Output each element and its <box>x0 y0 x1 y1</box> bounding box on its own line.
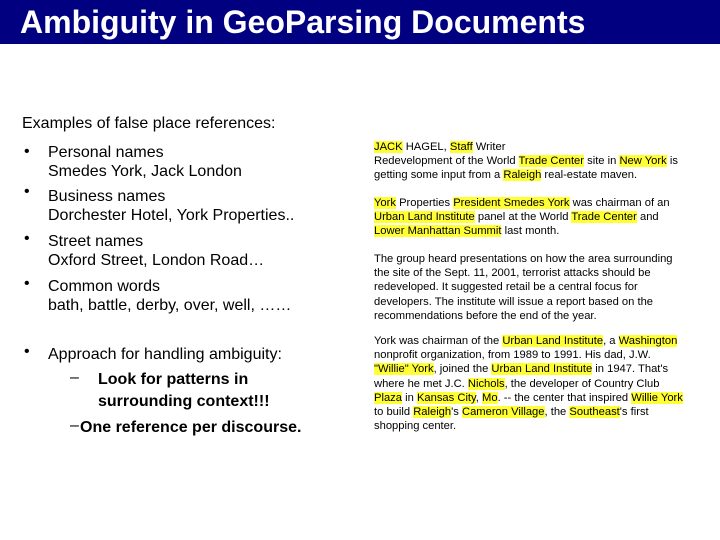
article-text: , the developer of Country Club <box>504 377 660 390</box>
article-line <box>374 252 673 266</box>
article-line <box>374 224 670 238</box>
article-line <box>374 362 683 376</box>
bullet-icon: • <box>24 230 30 247</box>
article-text: , a <box>603 335 619 347</box>
highlighted-place-reference: Southeast <box>569 406 620 419</box>
article-line <box>374 377 683 391</box>
highlighted-place-reference: Raleigh <box>413 406 452 419</box>
highlighted-place-reference: Washington <box>618 335 678 347</box>
bullet-icon: • <box>24 275 30 292</box>
highlighted-place-reference: Mo <box>482 391 498 404</box>
article-text: panel at the World <box>474 211 572 224</box>
article-line <box>374 196 670 210</box>
intro-text: Examples of false place references: <box>22 115 276 132</box>
highlighted-place-reference: Willie York <box>631 391 683 404</box>
highlighted-place-reference: Lower Manhattan Summit <box>374 225 502 238</box>
highlighted-place-reference: Urban Land Institute <box>374 211 475 224</box>
article-line <box>374 140 678 154</box>
article-line <box>374 391 683 405</box>
article-text: shopping center. <box>374 420 457 433</box>
highlighted-place-reference: Cameron Village <box>461 406 545 419</box>
slide-title: Ambiguity in GeoParsing Documents <box>20 4 586 40</box>
article-paragraph-2 <box>374 196 670 239</box>
article-text: getting some input from a <box>374 169 504 182</box>
bullet-examples-common: bath, battle, derby, over, well, …… <box>48 297 292 314</box>
article-text: 's <box>451 406 462 419</box>
article-line <box>374 348 683 362</box>
article-line <box>374 168 678 182</box>
article-text: Redevelopment of the World <box>374 155 519 168</box>
article-line <box>374 309 673 323</box>
article-line <box>374 405 683 419</box>
article-line <box>374 266 673 280</box>
article-paragraph-1 <box>374 140 678 183</box>
article-text: to build <box>374 406 414 419</box>
highlighted-place-reference: Trade Center <box>571 211 637 224</box>
bullet-examples-personal: Smedes York, Jack London <box>48 163 242 180</box>
approach-item-1-line1: Look for patterns in <box>98 371 249 388</box>
article-text: HAGEL, <box>402 141 450 153</box>
article-paragraph-3 <box>374 252 673 323</box>
article-text: last month. <box>501 225 560 238</box>
bullet-icon: • <box>24 183 30 200</box>
article-text: York was chairman of the <box>374 335 503 347</box>
bullet-examples-street: Oxford Street, London Road… <box>48 252 265 269</box>
bullet-label-business: Business names <box>48 188 166 205</box>
title-bar <box>0 0 720 44</box>
article-text: recommendations before the end of the year. <box>374 309 597 322</box>
bullet-label-common: Common words <box>48 278 161 295</box>
article-text: and <box>636 211 659 224</box>
article-text: where he met J.C. <box>374 377 468 390</box>
highlighted-place-reference: JACK <box>374 141 403 153</box>
highlighted-place-reference: Staff <box>449 141 473 153</box>
article-line <box>374 154 678 168</box>
highlighted-place-reference: York <box>374 197 396 209</box>
highlighted-place-reference: Urban Land Institute <box>491 363 593 376</box>
article-text: 's first <box>619 406 649 419</box>
article-line <box>374 280 673 294</box>
article-text: Writer <box>472 141 506 153</box>
article-text: developers. The institute will issue a report based on the <box>374 295 654 308</box>
article-text: . -- the center that inspired <box>497 391 632 404</box>
article-text: was chairman of an <box>569 197 670 209</box>
bullet-examples-business: Dorchester Hotel, York Properties.. <box>48 207 295 224</box>
article-line <box>374 334 683 348</box>
article-line <box>374 210 670 224</box>
approach-item-1-line2: surrounding context!!! <box>98 393 270 410</box>
article-text: Properties <box>395 197 454 209</box>
bullet-icon: • <box>24 343 30 360</box>
highlighted-place-reference: "Willie" York <box>374 363 434 376</box>
article-text: in 1947. That's <box>592 363 669 376</box>
highlighted-place-reference: Kansas City <box>416 391 476 404</box>
article-text: real-estate maven. <box>541 169 638 182</box>
bullet-label-personal: Personal names <box>48 144 164 161</box>
approach-label: Approach for handling ambiguity: <box>48 346 282 363</box>
approach-item-2: One reference per discourse. <box>80 419 302 436</box>
highlighted-place-reference: Nichols <box>467 377 505 390</box>
highlighted-place-reference: Urban Land Institute <box>502 335 604 347</box>
article-line <box>374 295 673 309</box>
article-text: the site of the Sept. 11, 2001, terrorist attacks should be <box>374 267 651 280</box>
article-text: site in <box>584 155 620 168</box>
bullet-icon: • <box>24 143 30 160</box>
article-text: , the <box>544 406 570 419</box>
dash-icon: – <box>70 369 79 386</box>
highlighted-place-reference: President Smedes York <box>453 197 570 209</box>
article-text: in <box>402 391 417 404</box>
article-text: The group heard presentations on how the area surrounding <box>374 253 673 265</box>
highlighted-place-reference: Raleigh <box>503 169 542 182</box>
article-text: redeveloped. It suggested retail be a central focus for <box>374 281 638 294</box>
article-text: , joined the <box>433 363 492 376</box>
article-text: is <box>666 155 678 168</box>
highlighted-place-reference: Trade Center <box>518 155 584 168</box>
article-text: nonprofit organization, from 1989 to 1991. His dad, J.W. <box>374 349 651 362</box>
article-paragraph-4 <box>374 334 683 433</box>
article-text: , <box>475 391 483 404</box>
bullet-label-street: Street names <box>48 233 144 250</box>
highlighted-place-reference: Plaza <box>374 391 402 404</box>
article-line <box>374 419 683 433</box>
dash-icon: – <box>70 417 79 434</box>
highlighted-place-reference: New York <box>619 155 667 168</box>
